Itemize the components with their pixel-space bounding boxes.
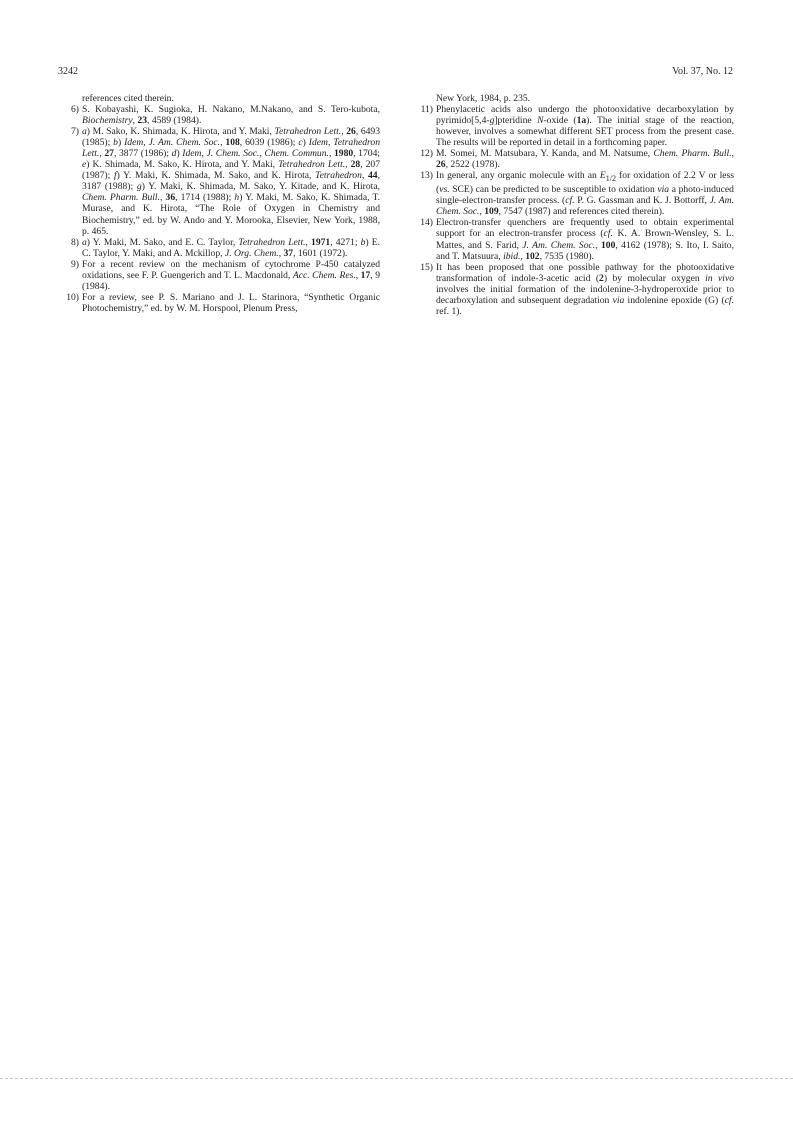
reference-item — [412, 217, 734, 261]
reference-item — [412, 148, 734, 170]
reference-number: 6) — [71, 104, 79, 116]
reference-continuation: New York, 1984, p. 235. — [436, 93, 531, 104]
reference-number: 13) — [420, 170, 433, 182]
reference-text: M. Somei, M. Matsubara, Y. Kanda, and M. Natsume, Chem. Pharm. Bull., 26, 2522 (1978). — [436, 148, 735, 171]
reference-item — [58, 104, 380, 126]
page-number: 3242 — [58, 66, 78, 77]
reference-text: a) M. Sako, K. Shimada, K. Hirota, and Y. Maki, Tetrahedron Lett., 26, 6493 (1985); b) Idem, J. Am. Chem. Soc., 108, 6039 (1986); c) Idem, Tetrahedron Lett., 27, 3877 (1986); d) Idem, J. Chem. Soc., Chem. Commun., 1980, 1704; e) K. Shimada, M. Sako, K. Hirota, and Y. Maki, Tetrahedron Lett., 28, 207 (1987); f) Y. Maki, K. Shimada, M. Sako, and K. Hirota, Tetrahedron, 44, 3187 (1988); g) Y. Maki, K. Shimada, M. Sako, Y. Kitade, and K. Hirota, Chem. Pharm. Bull., 36, 1714 (1988); h) Y. Maki, M. Sako, K. Shimada, T. Murase, and K. Hirota, “The Role of Oxygen in Chemistry and Biochemistry,” ed. by W. Ando and Y. Morooka, Elsevier, New York, 1988, p. 465. — [82, 126, 381, 237]
reference-text: It has been proposed that one possible pathway for the photooxidative transformation of indole-3-acetic acid (2) by molecular oxygen in vivo involves the initial formation of the indolenine-3-hydroperoxide prior to decarboxylation and subsequent degradation via indolenine epoxide (G) (cf. ref. 1). — [436, 261, 734, 317]
reference-continuation: references cited therein. — [82, 93, 174, 104]
reference-number: 12) — [420, 148, 433, 160]
bottom-scan-line — [0, 1078, 793, 1079]
reference-text: Electron-transfer quenchers are frequently used to obtain experimental support for an electron-transfer process (cf. K. A. Brown-Wensley, S. L. Mattes, and S. Farid, J. Am. Chem. Soc., 100, 4162 (1978); S. Ito, I. Saito, and T. Matsuura, ibid., 102, 7535 (1980). — [436, 217, 735, 262]
reference-item — [412, 262, 734, 317]
references-left-column — [58, 93, 380, 314]
reference-number: 11) — [420, 104, 433, 116]
reference-item — [412, 104, 734, 148]
reference-number: 7) — [71, 126, 79, 138]
reference-text: a) Y. Maki, M. Sako, and E. C. Taylor, Tetrahedron Lett., 1971, 4271; b) E. C. Taylor, Y. Maki, and A. Mckillop, J. Org. Chem., 37, 1601 (1972). — [82, 236, 380, 259]
reference-text: S. Kobayashi, K. Sugioka, H. Nakano, M.Nakano, and S. Tero-kubota, Biochemistry, 23, 4589 (1984). — [82, 104, 380, 127]
reference-number: 10) — [66, 291, 79, 303]
reference-item — [58, 237, 380, 259]
reference-item — [58, 259, 380, 292]
reference-item — [58, 126, 380, 236]
reference-text: In general, any organic molecule with an $E_{1/2}$ for oxidation of 2.2 V or less (vs. SCE) can be predicted to be susceptible to oxidation via a photo-induced single-electron-transfer process. (cf. P. G. Gassman and K. J. Bottorff, J. Am. Chem. Soc., 109, 7547 (1987) and references cited therein). — [436, 170, 734, 218]
reference-number: 9) — [71, 258, 79, 270]
reference-text: For a review, see P. S. Mariano and J. L. Starinora, “Synthetic Organic Photochemistry,” ed. by W. M. Horspool, Plenum Press, — [82, 291, 380, 314]
left-reference-list — [58, 104, 380, 314]
reference-text: For a recent review on the mechanism of cytochrome P-450 catalyzed oxidations, see F. P. Guengerich and T. L. Macdonald, Acc. Chem. Res., 17, 9 (1984). — [82, 258, 380, 292]
reference-number: 14) — [420, 217, 433, 229]
volume-issue: Vol. 37, No. 12 — [672, 66, 733, 77]
reference-number: 8) — [71, 236, 79, 248]
references-right-column — [412, 93, 734, 317]
reference-number: 15) — [420, 261, 433, 273]
right-reference-list — [412, 104, 734, 317]
reference-item — [58, 292, 380, 314]
reference-item — [412, 170, 734, 217]
reference-text: Phenylacetic acids also undergo the photooxidative decarboxylation by pyrimido[5,4-g]pteridine N-oxide (1a). The initial stage of the reaction, however, involves a somewhat different SET process from the present case. The results will be reported in detail in a forthcoming paper. — [436, 104, 734, 149]
